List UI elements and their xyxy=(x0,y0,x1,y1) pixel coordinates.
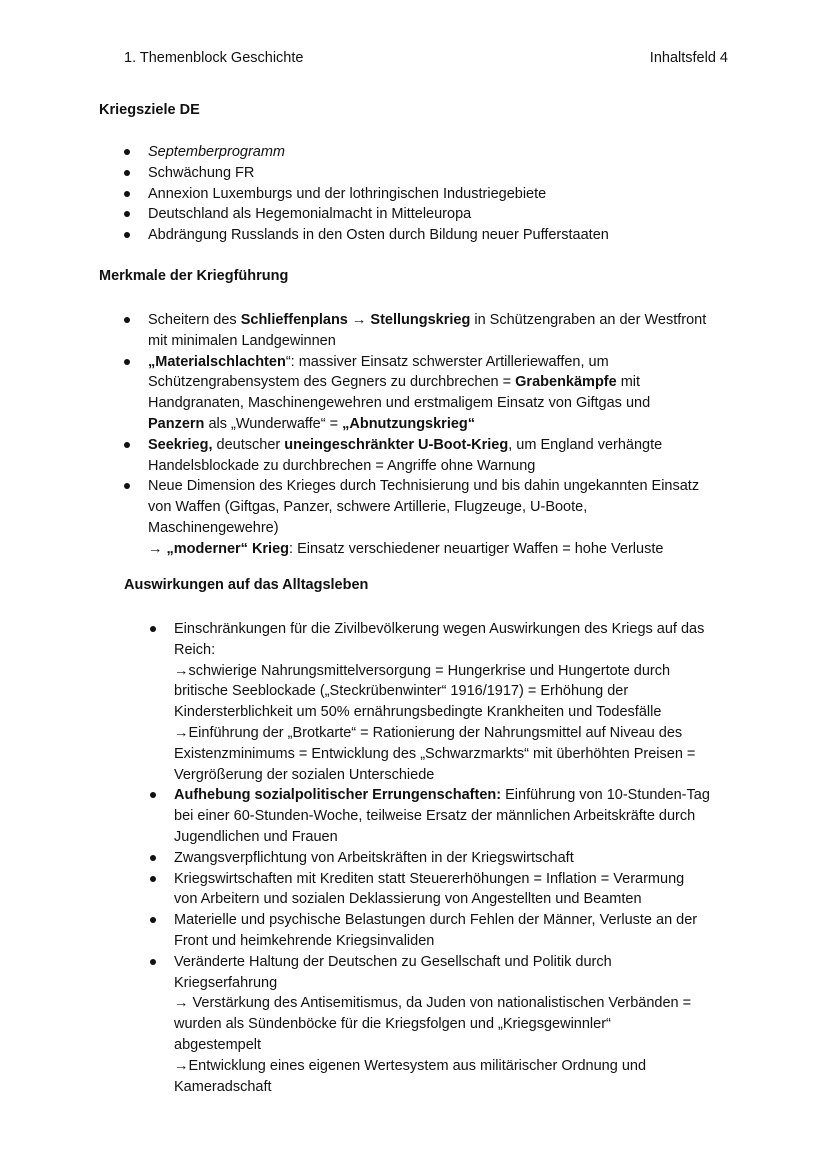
list-item: Aufhebung sozialpolitischer Errungenschaften: Einführung von 10-Stunden-Tag bei einer 60-Stunden-Woche, teilweise Ersatz der männlichen Arbeitskräfte durch Jugendlichen und Frauen xyxy=(174,785,710,847)
list-item: Scheitern des Schlieffenplans → Stellungskrieg in Schützengraben an der Westfront mit minimalen Landgewinnen xyxy=(148,310,706,352)
list-item: Annexion Luxemburgs und der lothringischen Industriegebiete xyxy=(148,184,609,205)
list-item: Abdrängung Russlands in den Osten durch Bildung neuer Pufferstaaten xyxy=(148,225,609,246)
list-item: Einschränkungen für die Zivilbevölkerung wegen Auswirkungen des Kriegs auf das Reich: →schwierige Nahrungsmittelversorgung = Hungerkrise und Hungertote durch britische Seeblockade („Steckrübenwinter“ 1916/1917) = Erhöhung der Kindersterblichkeit um 50% ernährungsbedingte Krankheiten und Todesfälle →Einführung der „Brotkarte“ = Rationierung der Nahrungsmittel auf Niveau des Existenzminimums = Entwicklung des „Schwarzmarkts“ mit überhöhten Preisen = Vergrößerung der sozialen Unterschiede xyxy=(174,619,710,785)
list-item: Deutschland als Hegemonialmacht in Mitteleuropa xyxy=(148,204,609,225)
section-title-merkmale: Merkmale der Kriegführung xyxy=(99,268,289,284)
header-topic: 1. Themenblock Geschichte xyxy=(124,50,304,66)
list-item: Septemberprogramm xyxy=(148,142,609,163)
section-title-kriegsziele: Kriegsziele DE xyxy=(99,102,200,118)
list-item: Veränderte Haltung der Deutschen zu Gesellschaft und Politik durch Kriegserfahrung → Verstärkung des Antisemitismus, da Juden von nationalistischen Verbänden = wurden als Sündenböcke für die Kriegsfolgen und „Kriegsgewinnler“ abgestempelt →Entwicklung eines eigenen Wertesystem aus militärischer Ordnung und Kameradschaft xyxy=(174,952,710,1098)
list-item: Seekrieg, deutscher uneingeschränkter U-Boot-Krieg, um England verhängte Handelsblockade zu durchbrechen = Angriffe ohne Warnung xyxy=(148,435,706,477)
list-item: Zwangsverpflichtung von Arbeitskräften in der Kriegswirtschaft xyxy=(174,848,710,869)
list-item: Materielle und psychische Belastungen durch Fehlen der Männer, Verluste an der Front und heimkehrende Kriegsinvaliden xyxy=(174,910,710,952)
list-item: Neue Dimension des Krieges durch Technisierung und bis dahin ungekannten Einsatz von Waffen (Giftgas, Panzer, schwere Artillerie, Flugzeuge, U-Boote, Maschinengewehre) → „moderner“ Krieg: Einsatz verschiedener neuartiger Waffen = hohe Verluste xyxy=(148,476,706,559)
header-field: Inhaltsfeld 4 xyxy=(649,50,728,66)
merkmale-list xyxy=(148,310,706,560)
list-item: „Materialschlachten“: massiver Einsatz schwerster Artilleriewaffen, um Schützengrabensystem des Gegners zu durchbrechen = Grabenkämpfe mit Handgranaten, Maschinengewehren und erstmaligem Einsatz von Giftgas und Panzern als „Wunderwaffe“ = „Abnutzungskrieg“ xyxy=(148,352,706,435)
section-title-alltag: Auswirkungen auf das Alltagsleben xyxy=(124,577,369,593)
list-item: Kriegswirtschaften mit Krediten statt Steuererhöhungen = Inflation = Verarmung von Arbeitern und sozialen Deklassierung von Angestellten und Beamten xyxy=(174,869,710,911)
list-item: Schwächung FR xyxy=(148,163,609,184)
alltag-list xyxy=(174,619,710,1097)
kriegsziele-list xyxy=(148,142,609,246)
